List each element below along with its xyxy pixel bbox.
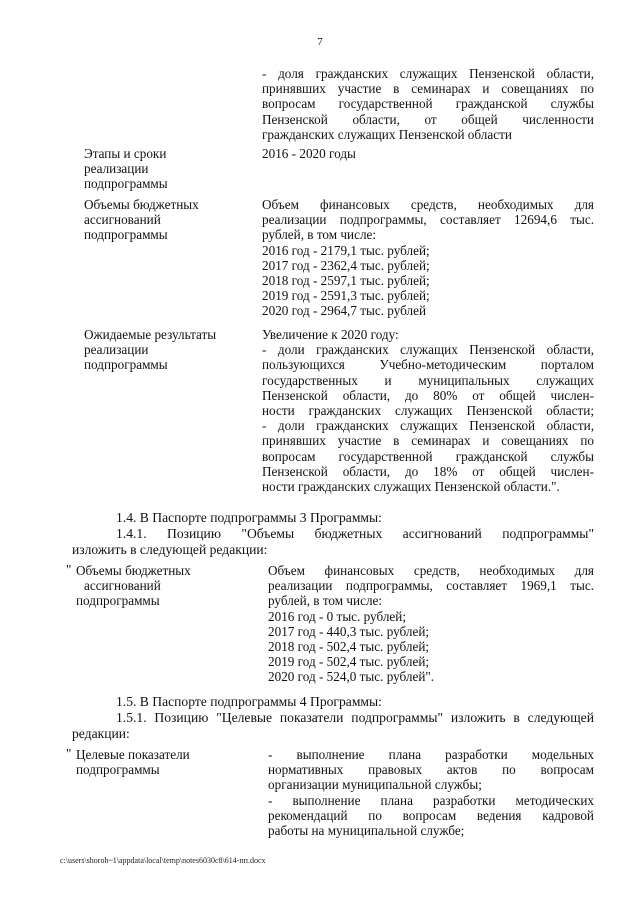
budget-value-2 xyxy=(268,563,594,685)
paragraph-1-4-1: 1.4.1. Позицию "Объемы бюджетных ассигнований подпрограммы" изложить в следующей редакции: xyxy=(72,526,594,557)
text-line: работы на муниципальной службе; xyxy=(268,823,465,839)
text-line: рублей, в том числе: xyxy=(268,593,383,609)
text-line: пользующихся Учебно-методическим порталом xyxy=(262,357,594,373)
budget-year-line: 2017 год - 440,3 тыс. рублей; xyxy=(268,623,430,639)
text-line: принявших участие в семинарах и совещаниях по xyxy=(262,81,594,97)
text-line: реализации подпрограммы, составляет 1969,1 тыс. xyxy=(268,578,594,594)
budget-label-2: Объемы бюджетных ассигнований подпрограммы xyxy=(76,563,191,609)
text-line: - выполнение плана разработки методических xyxy=(268,792,594,808)
text-line: - доля гражданских служащих Пензенской области, xyxy=(262,66,594,81)
stages-value: 2016 - 2020 годы xyxy=(262,146,356,161)
results-label: Ожидаемые результаты реализации подпрограммы xyxy=(84,327,217,373)
stages-label: Этапы и сроки реализации подпрограммы xyxy=(84,146,168,192)
results-value xyxy=(262,327,594,494)
text-line: Пензенской области, до 80% от общей числен- xyxy=(262,387,594,403)
text-line: рублей, в том числе: xyxy=(262,227,377,243)
opening-quote: " xyxy=(66,562,72,577)
budget-year-line: 2016 год - 0 тыс. рублей; xyxy=(268,608,406,624)
text-line: вопросам государственной гражданской службы xyxy=(262,96,594,112)
budget-year-line: 2020 год - 524,0 тыс. рублей". xyxy=(268,669,435,685)
top-indicator-block xyxy=(262,66,594,142)
budget-label: Объемы бюджетных ассигнований подпрограммы xyxy=(84,197,199,243)
text-line: рекомендаций по вопросам ведения кадровой xyxy=(268,807,594,823)
budget-year-line: 2016 год - 2179,1 тыс. рублей; xyxy=(262,242,430,258)
budget-year-line: 2019 год - 2591,3 тыс. рублей; xyxy=(262,288,430,304)
text-line: Пензенской области, до 18% от общей числен- xyxy=(262,463,594,479)
text-line: нормативных правовых актов по вопросам xyxy=(268,762,594,778)
text-line: Объем финансовых средств, необходимых для xyxy=(268,563,594,578)
paragraph-1-5: 1.5. В Паспорте подпрограммы 4 Программы: xyxy=(116,694,382,709)
page-number: 7 xyxy=(317,36,323,48)
text-line: - выполнение плана разработки модельных xyxy=(268,747,594,762)
budget-value xyxy=(262,197,594,319)
text-line: гражданских служащих Пензенской области xyxy=(262,126,512,142)
text-line: - доли гражданских служащих Пензенской области, xyxy=(262,342,594,358)
budget-year-line: 2018 год - 2597,1 тыс. рублей; xyxy=(262,273,430,289)
budget-year-line: 2018 год - 502,4 тыс. рублей; xyxy=(268,639,430,655)
text-line: организации муниципальной службы; xyxy=(268,777,482,793)
text-line: государственных и муниципальных служащих xyxy=(262,372,594,388)
text-line: вопросам государственной гражданской службы xyxy=(262,448,594,464)
budget-year-line: 2020 год - 2964,7 тыс. рублей xyxy=(262,303,427,319)
text-line: ности гражданских служащих Пензенской области; xyxy=(262,403,594,419)
footer-file-path: c:\users\shoroh~1\appdata\local\temp\notes6030c8\614-пп.docx xyxy=(60,856,266,865)
text-line: - доли гражданских служащих Пензенской области, xyxy=(262,418,594,434)
paragraph-1-4: 1.4. В Паспорте подпрограммы 3 Программы: xyxy=(116,510,382,525)
text-line: принявших участие в семинарах и совещаниях по xyxy=(262,433,594,449)
targets-value xyxy=(268,747,594,838)
text-line: Увеличение к 2020 году: xyxy=(262,327,399,342)
text-line: Объем финансовых средств, необходимых для xyxy=(262,197,594,212)
text-line: ности гражданских служащих Пензенской области.". xyxy=(262,479,560,495)
text-line: реализации подпрограммы, составляет 12694,6 тыс. xyxy=(262,212,594,228)
budget-year-line: 2017 год - 2362,4 тыс. рублей; xyxy=(262,257,430,273)
paragraph-1-5-1: 1.5.1. Позицию "Целевые показатели подпрограммы" изложить в следующей редакции: xyxy=(72,710,594,741)
text-line: Пензенской области, от общей численности xyxy=(262,111,594,127)
targets-label: Целевые показатели подпрограммы xyxy=(76,747,190,778)
opening-quote: " xyxy=(66,746,72,761)
budget-year-line: 2019 год - 502,4 тыс. рублей; xyxy=(268,654,430,670)
